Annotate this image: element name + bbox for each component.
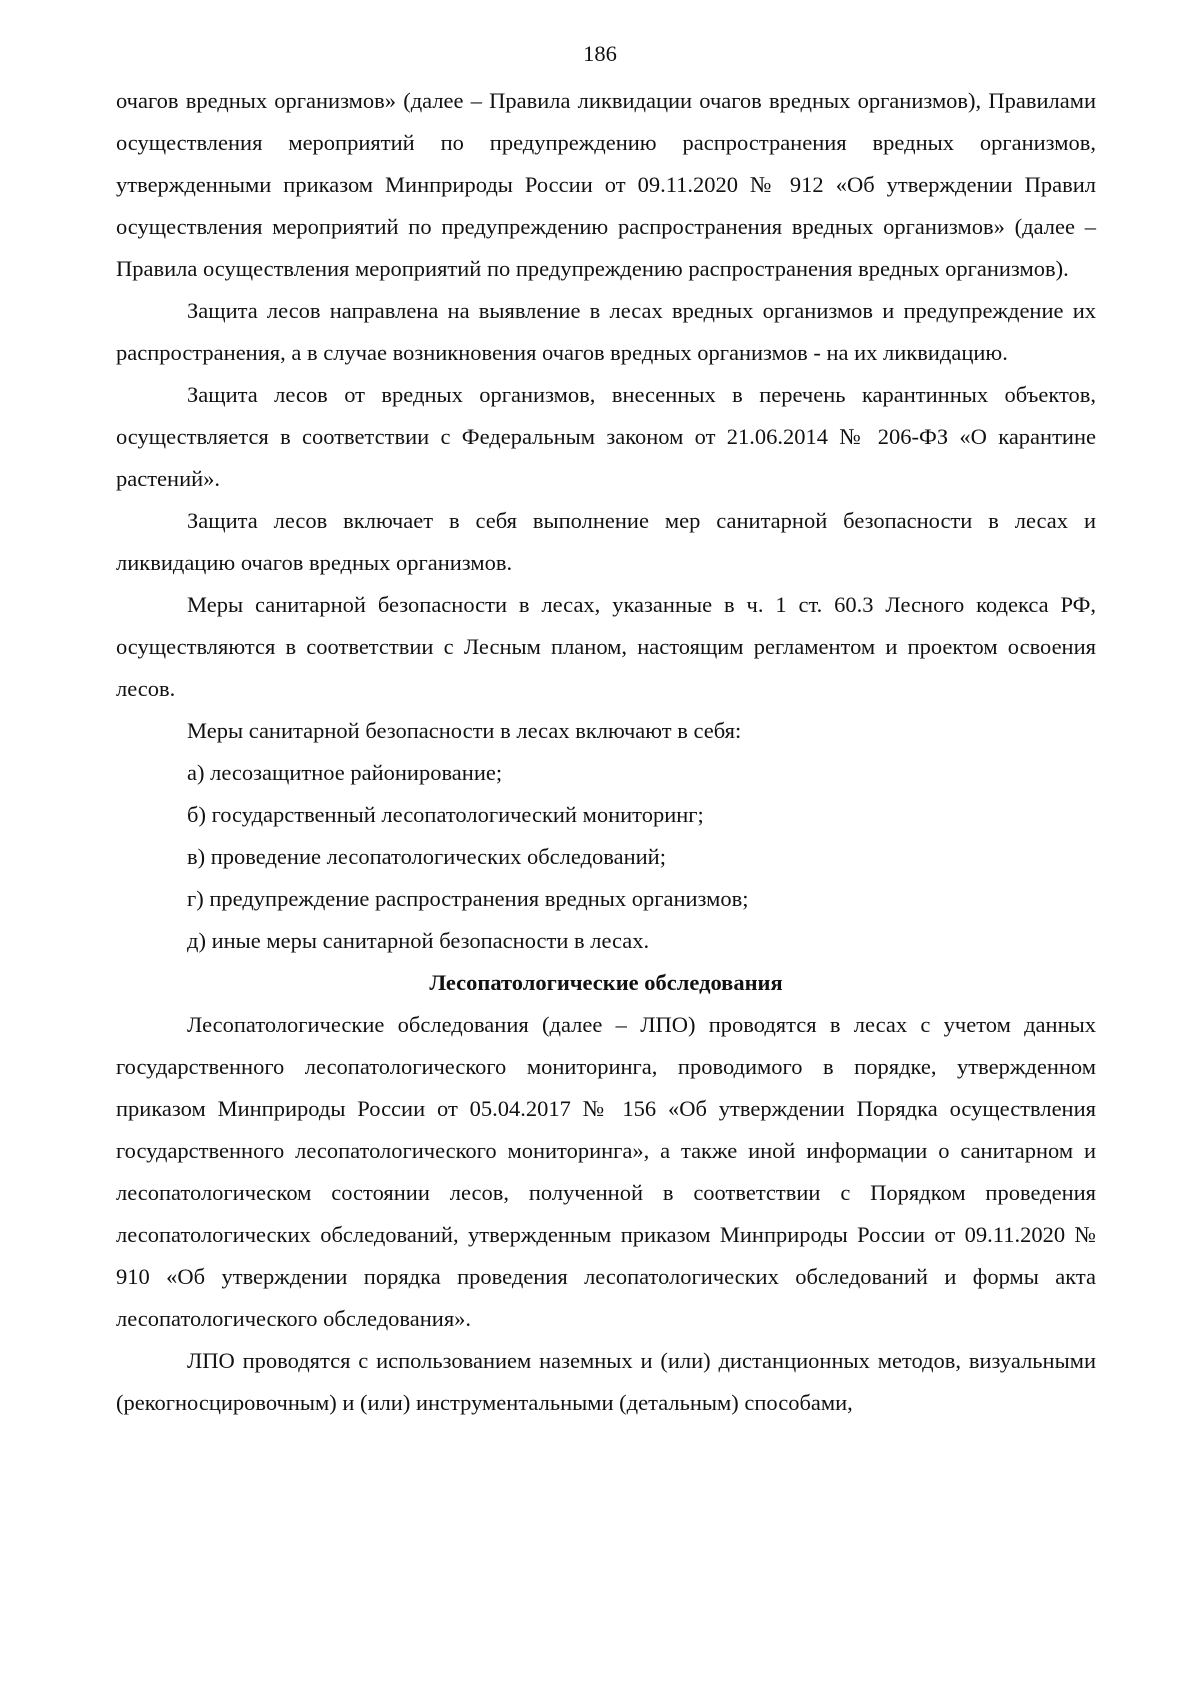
paragraph: Меры санитарной безопасности в лесах включают в себя: [187,718,742,743]
list-item: г) предупреждение распространения вредных организмов; [187,886,749,911]
paragraph-continuation: очагов вредных организмов» (далее – Правила ликвидации очагов вредных организмов), Правилами осуществления мероприятий по предупреждению распространения вредных организмов, утвержденными приказом Минприроды России от 09.11.2020 № 912 «Об утверждении Правил осуществления мероприятий по предупреждению распространения вредных организмов» (далее – Правила осуществления мероприятий по предупреждению распространения вредных организмов). [116,88,1096,281]
paragraph: Защита лесов включает в себя выполнение мер санитарной безопасности в лесах и ликвидацию очагов вредных организмов. [116,508,1096,575]
paragraph: Лесопатологические обследования (далее – ЛПО) проводятся в лесах с учетом данных государственного лесопатологического мониторинга, проводимого в порядке, утвержденном приказом Минприроды России от 05.04.2017 № 156 «Об утверждении Порядка осуществления государственного лесопатологического мониторинга», а также иной информации о санитарном и лесопатологическом состоянии лесов, полученной в соответствии с Порядком проведения лесопатологических обследований, утвержденным приказом Минприроды России от 09.11.2020 № 910 «Об утверждении порядка проведения лесопатологических обследований и формы акта лесопатологического обследования». [116,1012,1096,1331]
paragraph: Защита лесов от вредных организмов, внесенных в перечень карантинных объектов, осуществляется в соответствии с Федеральным законом от 21.06.2014 № 206-ФЗ «О карантине растений». [116,382,1096,491]
list-item: б) государственный лесопатологический мониторинг; [187,802,704,827]
paragraph: Меры санитарной безопасности в лесах, указанные в ч. 1 ст. 60.3 Лесного кодекса РФ, осуществляются в соответствии с Лесным планом, настоящим регламентом и проектом освоения лесов. [116,592,1096,701]
paragraph: ЛПО проводятся с использованием наземных и (или) дистанционных методов, визуальными (рекогносцировочным) и (или) инструментальными (детальным) способами, [116,1348,1096,1415]
page-number: 186 [583,41,617,66]
section-heading: Лесопатологические обследования [429,970,783,995]
list-item: в) проведение лесопатологических обследований; [187,844,666,869]
document-body [116,80,1096,1424]
list-item: д) иные меры санитарной безопасности в лесах. [187,928,650,953]
paragraph: Защита лесов направлена на выявление в лесах вредных организмов и предупреждение их распространения, а в случае возникновения очагов вредных организмов - на их ликвидацию. [116,298,1096,365]
list-item: а) лесозащитное районирование; [187,760,503,785]
